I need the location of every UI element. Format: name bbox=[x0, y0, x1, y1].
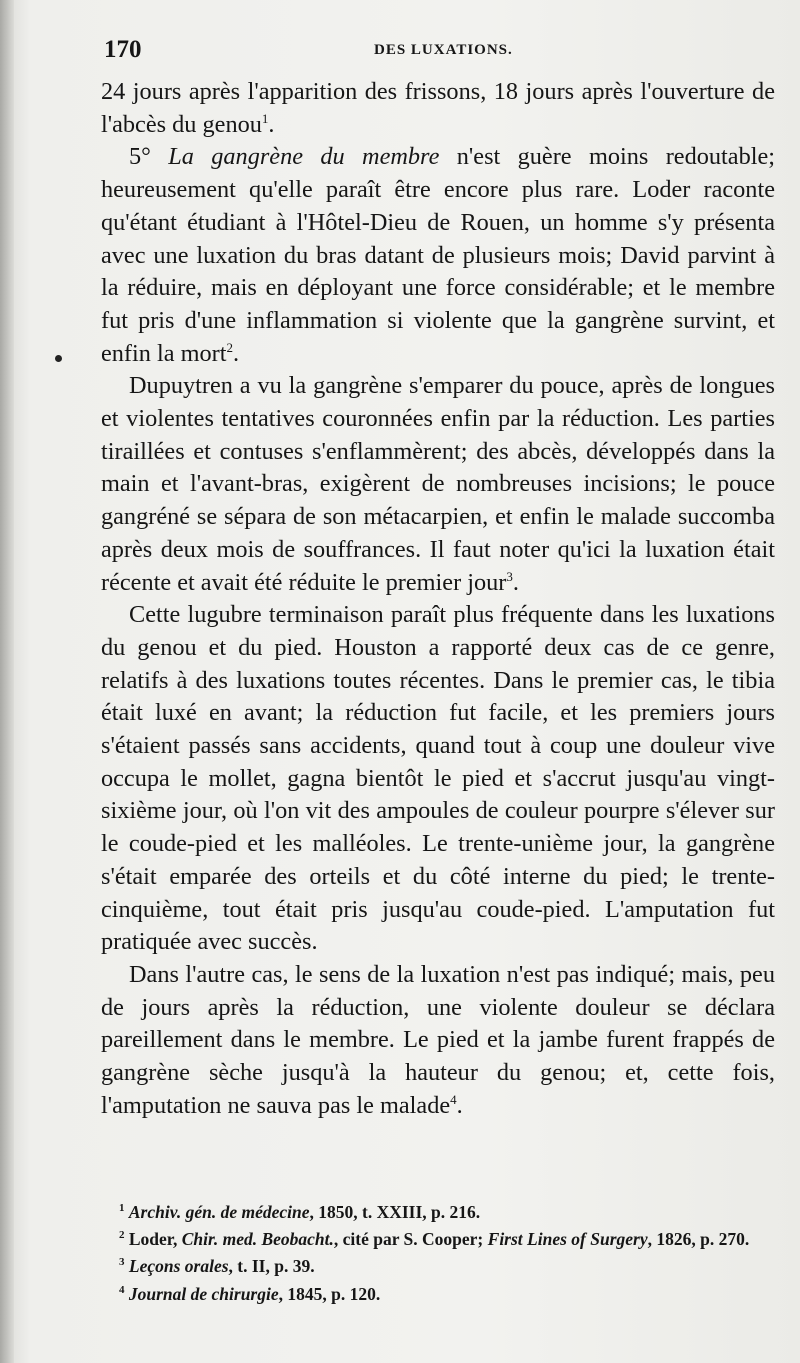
page-header bbox=[104, 36, 774, 66]
body-text bbox=[101, 76, 775, 1123]
paragraph-3: Dupuytren a vu la gangrène s'emparer du pouce, après de longues et violentes tentatives couronnées enfin par la réduction. Les parties tiraillées et contuses s'enflammèrent; des abcès, développés dans la main et l'avant-bras, exigèrent de nombreuses incisions; le pouce gangréné se sépara de son métacarpien, et enfin le malade succomba après deux mois de souffrances. Il faut noter qu'ici la luxation était récente et avait été réduite le premier jour$^3$. bbox=[101, 372, 775, 596]
footnotes bbox=[101, 1199, 775, 1308]
margin-dot bbox=[55, 355, 62, 362]
section-title-gangrene: La gangrène du membre bbox=[168, 143, 440, 171]
footnote-ref-3: 3 bbox=[506, 568, 513, 584]
footnote-1: $^1$ Archiv. gén. de médecine, 1850, t. XXIII, p. 216. bbox=[119, 1202, 481, 1222]
paragraph-2: 5° La gangrène du membre n'est guère moins redoutable; heureusement qu'elle paraît être encore plus rare. Loder raconte qu'étant étudiant à l'Hôtel-Dieu de Rouen, un homme s'y présenta avec une luxation du bras datant de plusieurs mois; David parvint à la réduire, mais en déployant une force considérable; et le membre fut pris d'une inflammation si violente que la gangrène survint, et enfin la mort$^2$. bbox=[101, 143, 775, 367]
paragraph-1: 24 jours après l'apparition des frissons, 18 jours après l'ouverture de l'abcès du genou$^1$. bbox=[101, 78, 775, 138]
paragraph-4: Cette lugubre terminaison paraît plus fréquente dans les luxations du genou et du pied. Houston a rapporté deux cas de ce genre, relatifs à des luxations toutes récentes. Dans le premier cas, le tibia était luxé en avant; la réduction fut facile, et les premiers jours s'étaient passés sans accidents, quand tout à coup une douleur vive occupa le mollet, gagna bientôt le pied et s'accrut jusqu'au vingt-sixième jour, où l'on vit des ampoules de couleur pourpre s'élever sur le coude-pied et les malléoles. Le trente-unième jour, la gangrène s'était emparée des orteils et du côté interne du pied; le trente-cinquième, tout était pris jusqu'au coude-pied. L'amputation fut pratiquée avec succès. bbox=[101, 601, 775, 956]
paragraph-5: Dans l'autre cas, le sens de la luxation n'est pas indiqué; mais, peu de jours après la réduction, une violente douleur se déclara pareillement dans le membre. Le pied et la jambe furent frappés de gangrène sèche jusqu'à la hauteur du genou; et, cette fois, l'amputation ne sauva pas le malade$^4$. bbox=[101, 960, 775, 1119]
footnote-2: $^2$ Loder, Chir. med. Beobacht., cité par S. Cooper; First Lines of Surgery, 1826, p. 270. bbox=[119, 1229, 750, 1250]
footnote-ref-4: 4 bbox=[450, 1091, 457, 1107]
footnote-ref-2: 2 bbox=[226, 339, 233, 355]
page-gutter-shadow bbox=[0, 0, 14, 1363]
footnote-4: $^4$ Journal de chirurgie, 1845, p. 120. bbox=[119, 1283, 381, 1304]
footnote-3: $^3$ Leçons orales, t. II, p. 39. bbox=[119, 1256, 315, 1277]
page-number: 170 bbox=[104, 36, 142, 63]
running-head: DES LUXATIONS. bbox=[374, 42, 513, 58]
footnote-ref-1: 1 bbox=[261, 110, 269, 126]
